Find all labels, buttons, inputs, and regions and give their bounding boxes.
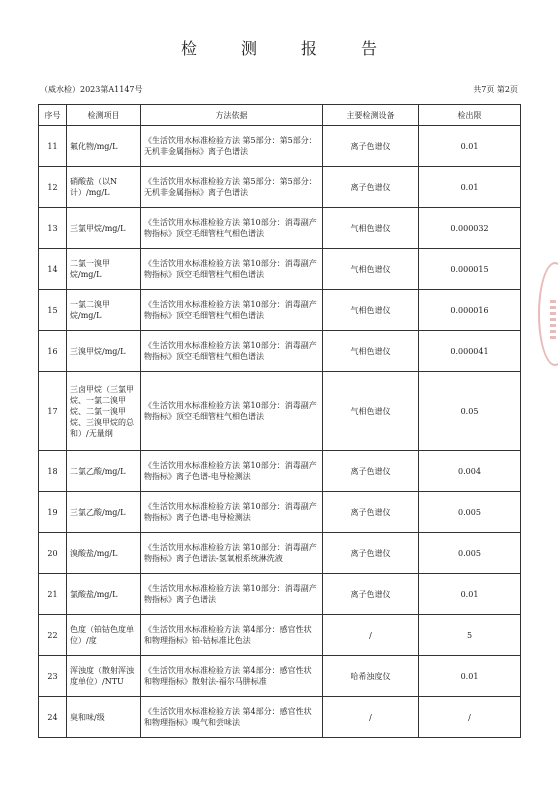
row-detection-limit: 0.01 xyxy=(419,656,521,697)
row-equipment: 离子色谱仪 xyxy=(323,451,419,492)
row-detection-limit: 5 xyxy=(419,615,521,656)
row-method: 《生活饮用水标准检验方法 第10部分：消毒副产物指标》离子色谱法-氢氧根系统淋洗液 xyxy=(141,533,323,574)
row-detection-limit: 0.000041 xyxy=(419,331,521,372)
row-test-item: 臭和味/级 xyxy=(67,697,141,738)
row-equipment: 离子色谱仪 xyxy=(323,533,419,574)
row-equipment: 气相色谱仪 xyxy=(323,331,419,372)
row-number: 19 xyxy=(39,492,67,533)
row-method: 《生活饮用水标准检验方法 第4部分：感官性状和物理指标》嗅气和尝味法 xyxy=(141,697,323,738)
row-number: 16 xyxy=(39,331,67,372)
row-equipment: 气相色谱仪 xyxy=(323,208,419,249)
report-number: （威水检）2023第A1147号 xyxy=(40,85,143,94)
table-row xyxy=(39,697,521,738)
row-method: 《生活饮用水标准检验方法 第10部分：消毒副产物指标》顶空毛细管柱气相色谱法 xyxy=(141,372,323,451)
seam-stamp-mark xyxy=(550,300,556,340)
row-equipment: / xyxy=(323,615,419,656)
row-number: 17 xyxy=(39,372,67,451)
row-method: 《生活饮用水标准检验方法 第4部分：感官性状和物理指标》铂-钴标准比色法 xyxy=(141,615,323,656)
row-equipment: 气相色谱仪 xyxy=(323,290,419,331)
row-equipment: 离子色谱仪 xyxy=(323,126,419,167)
header-equipment: 主要检测设备 xyxy=(323,105,419,126)
row-equipment: 离子色谱仪 xyxy=(323,167,419,208)
row-method: 《生活饮用水标准检验方法 第10部分：消毒副产物指标》离子色谱-电导检测法 xyxy=(141,451,323,492)
page-title: 检测报告 xyxy=(180,39,421,58)
row-number: 21 xyxy=(39,574,67,615)
table-row xyxy=(39,167,521,208)
table-row xyxy=(39,249,521,290)
row-method: 《生活饮用水标准检验方法 第10部分：消毒副产物指标》离子色谱法 xyxy=(141,574,323,615)
table-row xyxy=(39,126,521,167)
row-number: 11 xyxy=(39,126,67,167)
row-number: 24 xyxy=(39,697,67,738)
row-detection-limit: 0.005 xyxy=(419,533,521,574)
row-test-item: 二氯一溴甲烷/mg/L xyxy=(67,249,141,290)
row-method: 《生活饮用水标准检验方法 第10部分：消毒副产物指标》顶空毛细管柱气相色谱法 xyxy=(141,331,323,372)
row-test-item: 色度（铂钴色度单位）/度 xyxy=(67,615,141,656)
table-row xyxy=(39,574,521,615)
row-equipment: 气相色谱仪 xyxy=(323,249,419,290)
header-limit: 检出限 xyxy=(419,105,521,126)
row-number: 13 xyxy=(39,208,67,249)
row-test-item: 三氯甲烷/mg/L xyxy=(67,208,141,249)
header-method: 方法依据 xyxy=(141,105,323,126)
table-row xyxy=(39,290,521,331)
row-detection-limit: 0.000016 xyxy=(419,290,521,331)
row-method: 《生活饮用水标准检验方法 第10部分：消毒副产物指标》离子色谱-电导检测法 xyxy=(141,492,323,533)
row-equipment: 离子色谱仪 xyxy=(323,492,419,533)
row-test-item: 三溴甲烷/mg/L xyxy=(67,331,141,372)
report-meta xyxy=(40,84,518,95)
row-method: 《生活饮用水标准检验方法 第10部分：消毒副产物指标》顶空毛细管柱气相色谱法 xyxy=(141,208,323,249)
table-row xyxy=(39,372,521,451)
row-method: 《生活饮用水标准检验方法 第5部分：第5部分：无机非金属指标》离子色谱法 xyxy=(141,167,323,208)
report-table xyxy=(38,104,521,738)
row-detection-limit: 0.01 xyxy=(419,574,521,615)
table-row xyxy=(39,656,521,697)
row-detection-limit: 0.000032 xyxy=(419,208,521,249)
row-number: 14 xyxy=(39,249,67,290)
row-test-item: 氟化物/mg/L xyxy=(67,126,141,167)
row-detection-limit: / xyxy=(419,697,521,738)
row-test-item: 三氯乙酸/mg/L xyxy=(67,492,141,533)
table-row xyxy=(39,492,521,533)
row-equipment: / xyxy=(323,697,419,738)
row-method: 《生活饮用水标准检验方法 第10部分：消毒副产物指标》顶空毛细管柱气相色谱法 xyxy=(141,290,323,331)
row-test-item: 三卤甲烷（三氯甲烷、一氯二溴甲烷、二氯一溴甲烷、三溴甲烷的总和）/无量纲 xyxy=(67,372,141,451)
header-item: 检测项目 xyxy=(67,105,141,126)
row-detection-limit: 0.000015 xyxy=(419,249,521,290)
row-test-item: 二氯乙酸/mg/L xyxy=(67,451,141,492)
row-equipment: 气相色谱仪 xyxy=(323,372,419,451)
table-row xyxy=(39,331,521,372)
table-header-row xyxy=(39,105,521,126)
row-test-item: 一氯二溴甲烷/mg/L xyxy=(67,290,141,331)
row-test-item: 氯酸盐/mg/L xyxy=(67,574,141,615)
row-number: 18 xyxy=(39,451,67,492)
row-detection-limit: 0.005 xyxy=(419,492,521,533)
row-number: 15 xyxy=(39,290,67,331)
row-detection-limit: 0.01 xyxy=(419,126,521,167)
table-row xyxy=(39,533,521,574)
row-number: 12 xyxy=(39,167,67,208)
row-number: 20 xyxy=(39,533,67,574)
row-detection-limit: 0.01 xyxy=(419,167,521,208)
row-number: 23 xyxy=(39,656,67,697)
row-method: 《生活饮用水标准检验方法 第10部分：消毒副产物指标》顶空毛细管柱气相色谱法 xyxy=(141,249,323,290)
row-test-item: 浑浊度（散射浑浊度单位）/NTU xyxy=(67,656,141,697)
row-detection-limit: 0.05 xyxy=(419,372,521,451)
row-equipment: 哈希浊度仪 xyxy=(323,656,419,697)
row-method: 《生活饮用水标准检验方法 第5部分：第5部分：无机非金属指标》离子色谱法 xyxy=(141,126,323,167)
row-test-item: 溴酸盐/mg/L xyxy=(67,533,141,574)
table-row xyxy=(39,208,521,249)
row-equipment: 离子色谱仪 xyxy=(323,574,419,615)
table-row xyxy=(39,615,521,656)
header-no: 序号 xyxy=(39,105,67,126)
page-info: 共7页 第2页 xyxy=(473,85,518,94)
table-row xyxy=(39,451,521,492)
row-number: 22 xyxy=(39,615,67,656)
row-detection-limit: 0.004 xyxy=(419,451,521,492)
row-method: 《生活饮用水标准检验方法 第4部分：感官性状和物理指标》散射法-福尔马肼标准 xyxy=(141,656,323,697)
row-test-item: 硝酸盐（以N计）/mg/L xyxy=(67,167,141,208)
